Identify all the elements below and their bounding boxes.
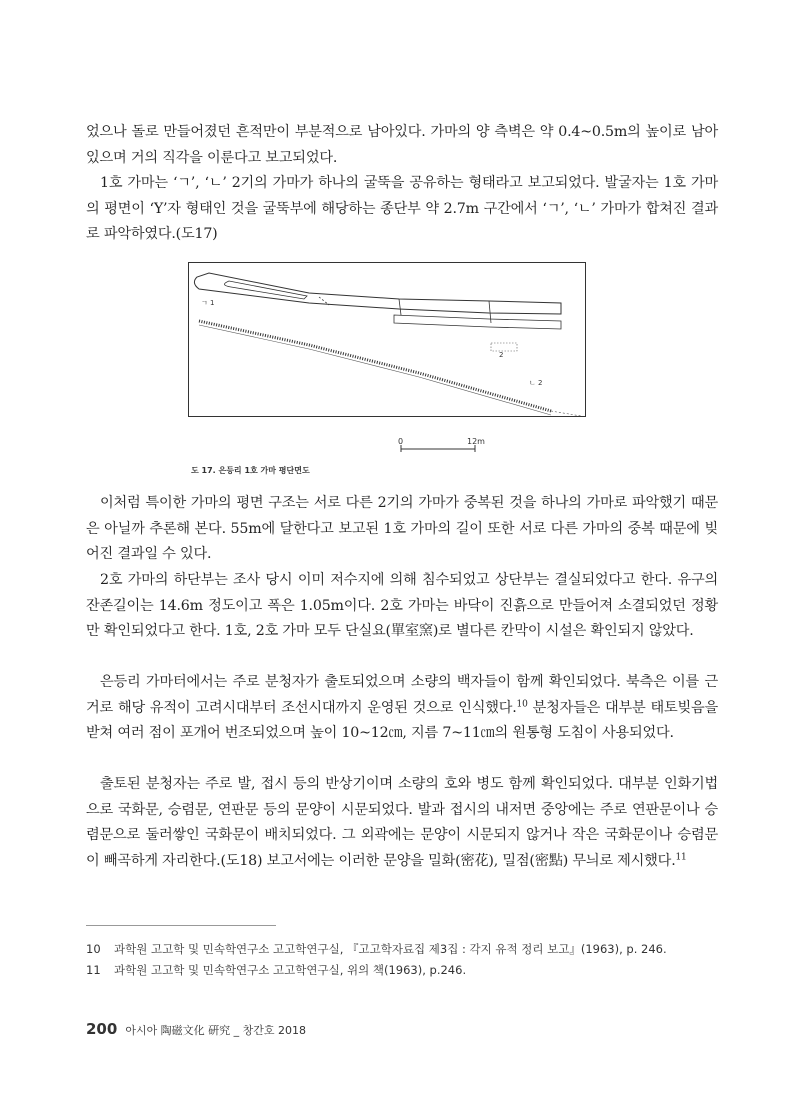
paragraph-3: 이처럼 특이한 가마의 평면 구조는 서로 다른 2기의 가마가 중복된 것을 하나의 가마로 파악했기 때문은 아닐까 추론해 본다. 55m에 달한다고 보고된 1호 가마의 길이 또한 서로 다른 가마의 중복 때문에 빚어진 결과일 수 있다. bbox=[86, 495, 718, 562]
scale-start: 0 bbox=[398, 437, 404, 446]
footnote-text: 과학원 고고학 및 민속학연구소 고고학연구실, 『고고학자료집 제3집 : 각지 유적 정리 보고』(1963), p. 246. bbox=[114, 942, 667, 956]
footnote-ref-11[interactable]: 11 bbox=[675, 851, 687, 862]
kiln-plan-drawing bbox=[189, 263, 585, 416]
paragraph-6 bbox=[86, 772, 718, 874]
footnote-divider bbox=[86, 925, 276, 926]
footnote-text: 과학원 고고학 및 민속학연구소 고고학연구실, 위의 책(1963), p.246. bbox=[114, 963, 467, 977]
journal-title: 아시아 陶磁文化 硏究 _ 창간호 2018 bbox=[125, 1024, 307, 1037]
kiln-plan-figure bbox=[188, 262, 586, 417]
paragraph-4: 2호 가마의 하단부는 조사 당시 이미 저수지에 의해 침수되었고 상단부는 결실되었다고 한다. 유구의 잔존길이는 14.6m 정도이고 폭은 1.05m이다. 2호 가마는 바닥이 진흙으로 만들어져 소결되었던 정황만 확인되었다고 한다. 1호, 2호 가마 모두 단실요(單室窯)로 별다른 칸막이 시설은 확인되지 않았다. bbox=[86, 572, 718, 639]
figure-caption: 도 17. 은등리 1호 가마 평단면도 bbox=[191, 466, 310, 475]
paragraph-5 bbox=[86, 670, 718, 747]
paragraph-5-text-a: 은등리 가마터에서는 주로 분청자가 출토되었으며 소량의 백자들이 함께 확인되었다. 북측은 이를 근거로 해당 유적이 고려시대부터 조선시대까지 운영된 것으로 인식했다. bbox=[86, 674, 718, 716]
page-number: 200 bbox=[86, 1020, 118, 1038]
scale-bar bbox=[395, 436, 505, 466]
footnote-ref-10[interactable]: 10 bbox=[516, 698, 528, 709]
footnote-number: 10 bbox=[86, 942, 101, 956]
footnote-11 bbox=[86, 961, 466, 979]
figure-label-mid: 2 bbox=[499, 351, 504, 359]
footnote-number: 11 bbox=[86, 963, 101, 977]
figure-label-a: ㄱ 1 bbox=[201, 299, 215, 307]
paragraph-5-text-b: 분청자들은 대부분 태토빚음을 받쳐 여러 점이 포개어 번조되었으며 높이 10~12㎝, 지름 7~11㎝의 원통형 도침이 사용되었다. bbox=[86, 699, 719, 741]
page-footer bbox=[86, 1020, 306, 1038]
figure-label-b: ㄴ 2 bbox=[529, 379, 543, 387]
paragraph-1: 었으나 돌로 만들어졌던 흔적만이 부분적으로 남아있다. 가마의 양 측벽은 약 0.4~0.5m의 높이로 남아있으며 거의 직각을 이룬다고 보고되었다. bbox=[86, 124, 718, 166]
footnote-10 bbox=[86, 940, 667, 958]
scale-end: 12m bbox=[467, 437, 485, 446]
paragraph-6-text: 출토된 분청자는 주로 발, 접시 등의 반상기이며 소량의 호와 병도 함께 확인되었다. 대부분 인화기법으로 국화문, 승렴문, 연판문 등의 문양이 시문되었다. 발과 접시의 내저면 중앙에는 주로 연판문이나 승렴문으로 둘러쌓인 국화문이 배치되었다. 그 외곽에는 문양이 시문되지 않거나 작은 국화문이나 승렴문이 빼곡하게 자리한다.(도18) 보고서에는 이러한 문양을 밀화(密花), 밀점(密點) 무늬로 제시했다. bbox=[86, 776, 718, 869]
paragraph-2: 1호 가마는 ‘ㄱ’, ‘ㄴ’ 2기의 가마가 하나의 굴뚝을 공유하는 형태라고 보고되었다. 발굴자는 1호 가마의 평면이 ‘Y’자 형태인 것을 굴뚝부에 해당하는 종단부 약 2.7m 구간에서 ‘ㄱ’, ‘ㄴ’ 가마가 합쳐진 결과로 파악하였다.(도17) bbox=[86, 175, 718, 242]
